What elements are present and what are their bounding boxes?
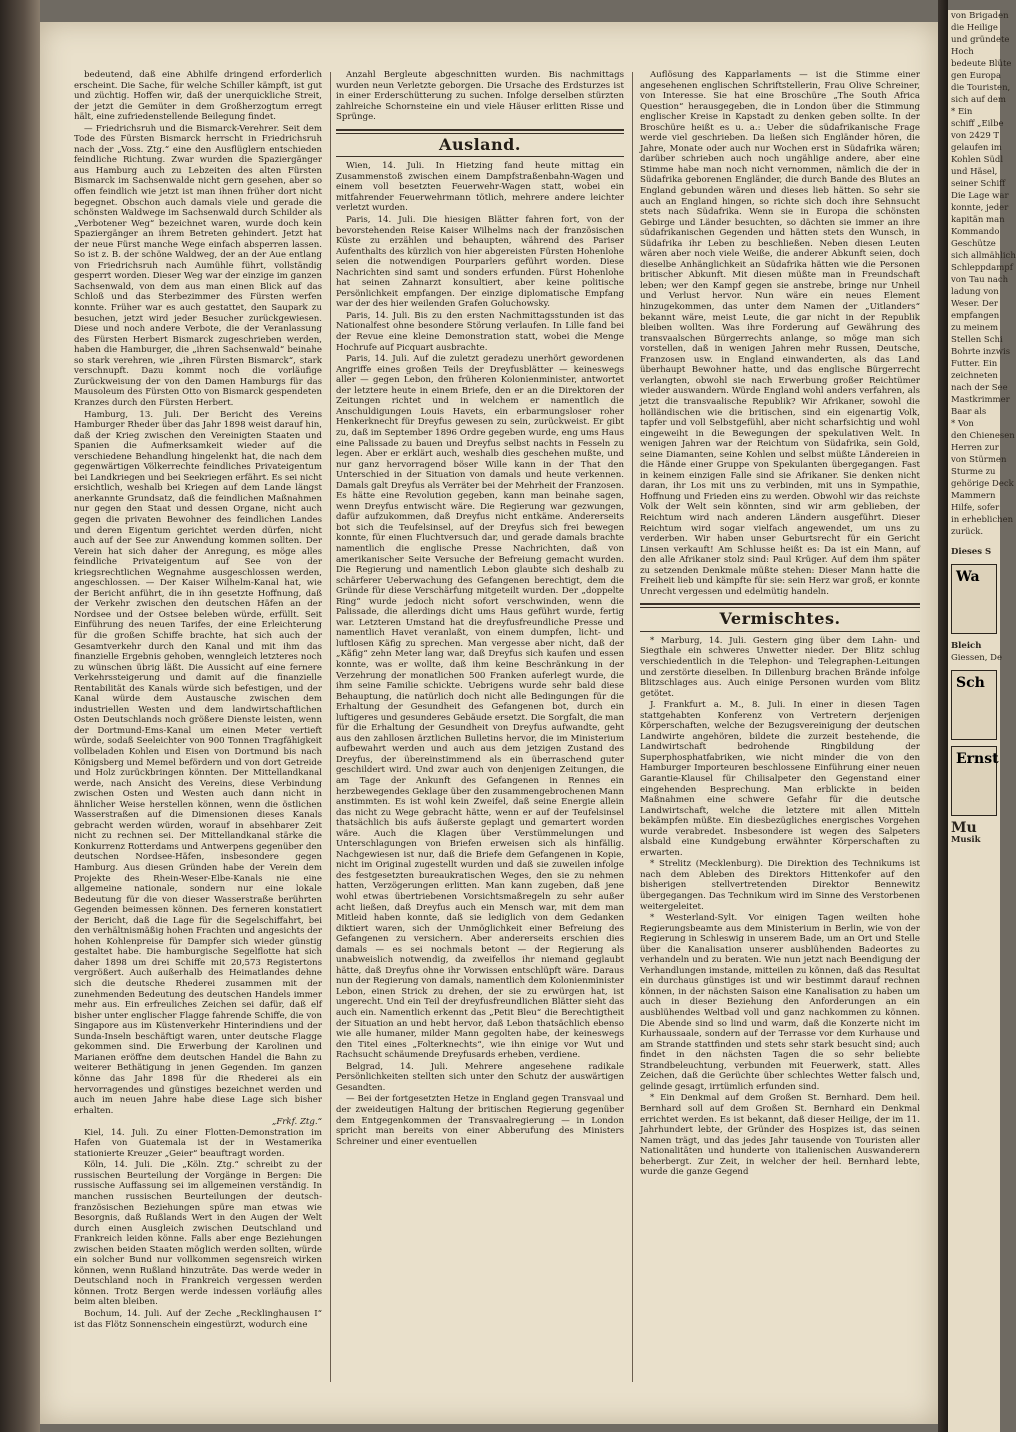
adjacent-page-line: zeichneten bbox=[951, 371, 998, 381]
adjacent-page-line: von Tau nach bbox=[951, 275, 1009, 285]
adjacent-page-line: bedeute Blüte bbox=[951, 59, 1012, 69]
adjacent-page-line: Baar als bbox=[951, 407, 987, 417]
adjacent-page-line: kapitän man bbox=[951, 215, 1005, 225]
adjacent-page-line: gen Europa bbox=[951, 71, 1002, 81]
adjacent-page-line: und gründete bbox=[951, 35, 1010, 45]
section-title-ausland: Ausland. bbox=[439, 134, 521, 154]
ad-box bbox=[951, 564, 997, 634]
adjacent-page-line: gehörige Deck bbox=[951, 479, 1014, 489]
ad-fragment: Wa bbox=[956, 569, 980, 585]
adjacent-page-line: in erheblichen bbox=[951, 515, 1014, 525]
ad-fragment: Dieses S bbox=[951, 547, 992, 557]
ad-box bbox=[951, 670, 997, 740]
adjacent-page-line: * Ein bbox=[951, 107, 973, 117]
ad-fragment: Bleich bbox=[951, 641, 982, 651]
adjacent-page-line: Weser. Der bbox=[951, 299, 998, 309]
article-strelitz: * Strelitz (Mecklenburg). Die Direktion des Technikums ist nach dem Ableben des Direktors Hittenkofer auf den bisherigen stellvertretenden Direktor Bennewitz übergegangen. Das Technikum wird im Sinne des Verstorbenen weitergeleitet. bbox=[640, 859, 920, 912]
section-divider bbox=[640, 603, 920, 608]
article-frankfurt: J. Frankfurt a. M., 8. Juli. In einer in diesen Tagen stattgehabten Konferenz von Vertretern derjenigen Körperschaften, welche der Bezugsvereinigung der deutschen Landwirte angehören, bildete die zurzeit bestehende, die Landwirtschaft bedrohende Ringbildung der Superphosphatfabriken, wie nicht minder die von den Hamburger Importeuren beschlossene Einführung einer neuen Garantie-Klausel für Chilisalpeter den Gegenstand einer eingehenden Besprechung. Man erblickte in beiden Maßnahmen eine schwere Gefahr für die deutsche Landwirtschaft, welche die letztere mit allen Mitteln bekämpfen müßte. Ein diesbezügliches energisches Vorgehen wurde verabredet. Insbesondere ist wegen des Salpeters alsbald eine Kundgebung erwähnter Körperschaften zu erwarten. bbox=[640, 700, 920, 858]
adjacent-page-line: Bohrte inzwis bbox=[951, 347, 1011, 357]
page-gutter bbox=[938, 0, 948, 1432]
adjacent-page-line: die Touristen, bbox=[951, 83, 1011, 93]
adjacent-page-line: Geschütze bbox=[951, 239, 996, 249]
adjacent-page-line: zu meinem bbox=[951, 323, 999, 333]
adjacent-page-line: Stellen Schi bbox=[951, 335, 1003, 345]
article-friedrichsruh: — Friedrichsruh und die Bismarck-Verehrer. Seit dem Tode des Fürsten Bismarck herrscht in Friedrichsruh nach der „Voss. Ztg.“ eine den Ausflüglern entschieden feindliche Richtung. Zwar wurden die Spaziergänger aus Hamburg auch zu Lebzeiten des alten Fürsten Bismarck im Sachsenwalde nicht gern gesehen, aber so offen feindlich wie jetzt ist man ihnen früher dort nicht begegnet. Obschon auch damals viele und gerade die schönsten Waldwege im Sachsenwald durch Schilder als „Verbotener Weg“ bezeichnet waren, wurde doch kein Spaziergänger an ihrem Betreten gehindert. Jetzt hat der neue Fürst manche Wege einfach absperren lassen. So ist z. B. der schöne Waldweg, der an der Aue entlang von Friedrichsruh nach Aumühle führt, vollständig gesperrt worden. Dieser Weg war der einzige im ganzen Sachsenwald, von dem aus man einen Blick auf das Schloß und das Sterbezimmer des Fürsten werfen konnte. Früher war es auch gestattet, den Saupark zu besuchen, jetzt wird jeder Besucher zurückgewiesen. Diese und noch andere Verbote, die der Veranlassung des Fürsten Herbert Bismarck zugeschrieben werden, haben die Hamburger, die „ihren Sachsenwald“ beinahe so stark verehren, wie „ihren Fürsten Bismarck“, stark verschnupft. Dazu kommt noch die vorläufige Zurückweisung der von den Damen Hamburgs für das Mausoleum des Fürsten Otto von Bismarck gespendeten Kranzes durch den Fürsten Herbert. bbox=[74, 123, 322, 408]
adjacent-page-line: nach der See bbox=[951, 383, 1008, 393]
article-hamburg: Hamburg, 13. Juli. Der Bericht des Vereins Hamburger Rheder über das Jahr 1898 weist darauf hin, daß der Krieg zwischen den Vereinigten Staaten und Spanien die Aufmerksamkeit wieder auf die verschiedene Behandlung hingelenkt hat, die nach dem gegenwärtigen Völkerrechte feindliches Privateigentum bei Landkriegen und bei Seekriegen erfährt. Es sei nicht ersichtlich, weshalb bei Kriegen auf dem Lande längst anerkannte Grundsatz, daß die feindlichen Maßnahmen nur gegen den Staat und dessen Organe, nicht auch gegen die privaten Bewohner des feindlichen Landes und deren Eigentum gerichtet werden dürfen, nicht auch auf der See zur Anwendung kommen sollten. Der Verein hat sich daher der Anregung, es möge alles feindliche Privateigentum auf See von der kriegsrechtlichen Wegnahme ausgeschlossen werden, angeschlossen. — Der Kaiser Wilhelm-Kanal hat, wie der Bericht anführt, die in ihn gesetzte Hoffnung, daß der Verkehr zwischen den deutschen Häfen an der Nordsee und der Ostsee beleben würde, erfüllt. Seit Einführung des neuen Tarifes, der eine Erleichterung für die großen Schiffe brachte, hat sich auch der Gesamtverkehr durch den Kanal und mit ihm das finanzielle Ergebnis gehoben, wenngleich letzteres noch zu wünschen übrig läßt. Die Aussicht auf eine fernere Verkehrssteigerung und damit auf die finanzielle Rentabilität des Kanals würde sich befestigen, und der Kanal würde dem Austausche zwischen dem industriellen Westen und dem landwirtschaftlichen Osten Deutschlands noch größere Dienste leisten, wenn der Dortmund-Ems-Kanal um einen Meter vertieft würde, sodaß Seeleichter von 900 Tonnen Tragfähigkeit vollbeladen Kohlen und Eisen von Dortmund bis nach Königsberg und Memel befördern und von dort Getreide und Holz zurückbringen könnten. Der Mittellandkanal werde, nach Ansicht des Vereins, diese Verbindung zwischen Osten und Westen auch dann nicht in ähnlicher Weise herstellen können, wenn die östlichen Wasserstraßen auf die Dimensionen dieses Kanals gebracht werden würden, worauf in absehbarer Zeit nicht zu rechnen sei. Der Mittellandkanal stärke die Konkurrenz Rotterdams und Antwerpens gegenüber den deutschen Nordsee-Häfen, insbesondere gegen Hamburg. Aus diesen Gründen habe der Verein dem Projekte des Rhein-Weser-Elbe-Kanals nie eine allgemeine nationale, sondern nur eine lokale Bedeutung für die von dieser Wasserstraße berührten Gegenden beimessen können. Des ferneren konstatiert der Bericht, daß die Lage für die Segelschiffahrt, bei den verhältnismäßig hohen Frachten und angesichts der hohen Kohlenpreise für Dampfer sich wieder günstig gestaltet habe. Die hamburgische Segelflotte hat sich daher 1898 um drei Schiffe mit 20,573 Registertons vergrößert. Auch außerhalb des Heimatlandes dehne sich die deutsche Rhederei zusammen mit der zunehmenden Bedeutung des deutschen Handels immer mehr aus. Ein erfreuliches Zeichen sei dafür, daß elf bisher unter englischer Flagge fahrende Schiffe, die von Singapore aus im Küstenverkehr Hinterindiens und der Sunda-Inseln beschäftigt waren, unter deutsche Flagge gekommen sind. Die Erwerbung der Karolinen und Marianen eröffne dem deutschen Handel die Bahn zu weiterer Bethätigung in jenen Gegenden. Im ganzen könne das Jahr 1898 für die Rhederei als ein hervorragendes und günstiges bezeichnet werden und auch im neuen Jahre habe diese Lage sich bisher erhalten. bbox=[74, 409, 322, 1116]
adjacent-page-line: Hilfe, sofer bbox=[951, 503, 1000, 513]
adjacent-page-line: Kommando bbox=[951, 227, 1000, 237]
adjacent-page-line: Futter. Ein bbox=[951, 359, 998, 369]
article-wien: Wien, 14. Juli. In Hietzing fand heute mittag ein Zusammenstoß zwischen einem Dampfstraßenbahn-Wagen und einem voll besetzten Feuerwehr-Wagen statt, wobei ein mitfahrender Feuerwehrmann tötlich, mehrere andere leichter verletzt wurden. bbox=[336, 161, 624, 214]
adjacent-page-line: ladung von bbox=[951, 287, 999, 297]
adjacent-page-line: sich auf dem bbox=[951, 95, 1006, 105]
ad-fragment: Ernst bbox=[956, 751, 999, 767]
adjacent-page-line: den Chienesen bbox=[951, 431, 1015, 441]
column-rule bbox=[330, 72, 331, 1382]
adjacent-page-line: die Heilige bbox=[951, 23, 998, 33]
article-marburg: * Marburg, 14. Juli. Gestern ging über dem Lahn- und Siegthale ein schweres Unwetter nieder. Der Blitz schlug verschiedentlich in die Telephon- und Telegraphen-Leitungen und zerstörte dieselben. In Dillenburg brachen Brände infolge Blitzschlages aus. Auch einige Personen wurden vom Blitz getötet. bbox=[640, 635, 920, 699]
adjacent-page-text bbox=[948, 10, 1016, 538]
adjacent-page-line: Mastkrimmer bbox=[951, 395, 1010, 405]
adjacent-page-line: zurück. bbox=[951, 527, 984, 537]
adjacent-page-line: empfangen bbox=[951, 311, 1000, 321]
adjacent-page-line: gelaufen im bbox=[951, 143, 1002, 153]
ad-fragment: Giessen, De bbox=[951, 653, 1003, 663]
ad-fragment: Mu bbox=[951, 820, 977, 836]
article-england: — Bei der fortgesetzten Hetze in England gegen Transvaal und der zweideutigen Haltung der britischen Regierung gegenüber dem Entgegenkommen der Transvaalregierung — in London spricht man bereits von einer Abberufung des Ministers Schreiner und einer eventuellen bbox=[336, 1094, 624, 1147]
adjacent-page-line: Schleppdampf bbox=[951, 263, 1013, 273]
section-divider bbox=[640, 631, 920, 632]
article-belgrad: Belgrad, 14. Juli. Mehrere angesehene radikale Persönlichkeiten stellten sich unter den Schutz der auswärtigen Gesandten. bbox=[336, 1061, 624, 1093]
adjacent-page-line: schiff „Eilbe bbox=[951, 119, 1004, 129]
article-paragraph: Anzahl Bergleute abgeschnitten wurden. Bis nachmittags wurden neun Verletzte geborgen. Die Ursache des Erdsturzes ist in einer Erderschütterung zu suchen. Infolge derselben stürzten zahlreiche Schornsteine ein und viele Häuser erlitten Risse und Sprünge. bbox=[336, 70, 624, 123]
adjacent-page-line: Sturme zu bbox=[951, 467, 996, 477]
adjacent-page-line: Herren zur bbox=[951, 443, 999, 453]
adjacent-page-line: und Häsel, bbox=[951, 167, 998, 177]
column-rule bbox=[632, 72, 633, 1382]
article-paris-1: Paris, 14. Juli. Die hiesigen Blätter fahren fort, von der bevorstehenden Reise Kaiser Wilhelms nach der französischen Küste zu erzählen und behaupten, während des Pariser Aufenthalts des kürzlich von hier abgereisten Fürsten Hohenlohe seien die notwendigen Pourparlers geführt worden. Diese Nachrichten sind samt und sonders erfunden. Fürst Hohenlohe hat seinen Zahnarzt konsultiert, aber keine politische Persönlichkeit empfangen. Der einzige diplomatische Empfang war der des hier weilenden Grafen Goluchowsky. bbox=[336, 215, 624, 310]
article-koeln: Köln, 14. Juli. Die „Köln. Ztg.“ schreibt zu der russischen Beurteilung der Vorgänge in Bergen: Die russische Auffassung sei im allgemeinen verständig. In manchen russischen Beurteilungen der deutsch-französischen Beziehungen spüre man etwas wie Besorgnis, daß Rußlands Wert in den Augen der Welt durch einen Ausgleich zwischen Deutschland und Frankreich leiden könne. Falls aber enge Beziehungen zwischen beiden Staaten möglich werden sollten, würde ein solcher Bund nur vollkommen segensreich wirken können, wenn Rußland hinzuträte. Das werde weder in Deutschland noch in Frankreich vergessen werden können. Trotz Bergen werde indessen vorläufig alles beim alten bleiben. bbox=[74, 1160, 322, 1308]
section-title-vermischtes: Vermischtes. bbox=[719, 609, 841, 629]
adjacent-page-line: Mammern bbox=[951, 491, 996, 501]
column-1 bbox=[74, 70, 322, 1390]
column-2 bbox=[336, 70, 624, 1390]
article-kiel: Kiel, 14. Juli. Zu einer Flotten-Demonstration im Hafen von Guatemala ist der in Westamerika stationierte Kreuzer „Geier“ beauftragt worden. bbox=[74, 1127, 322, 1159]
article-paragraph: bedeutend, daß eine Abhilfe dringend erforderlich erscheint. Die Sache, für welche Schiller kämpft, ist gut und züchtig. Hoffen wir, daß der unerquickliche Streit, der jetzt die Gemüter in dem Großherzogtum erregt hält, eine zufriedenstellende Beilegung findet. bbox=[74, 70, 322, 123]
adjacent-page-line: seiner Schiff bbox=[951, 179, 1006, 189]
adjacent-page-line: Hoch bbox=[951, 47, 974, 57]
book-spine bbox=[0, 0, 40, 1432]
adjacent-page-line: konnte, jeder bbox=[951, 203, 1009, 213]
article-transvaal: Auflösung des Kapparlaments — ist die Stimme einer angesehenen englischen Schriftstellerin, Frau Olive Schreiner, von Interesse. Sie hat eine Broschüre „The South Africa Question“ herausgegeben, die in London über die Stimmung englischer Kreise in Kapstadt zu denken geben sollte. In der Broschüre heißt es u. a.: Ueber die südafrikanische Frage werde viel geschrieben. Da ließen sich Engländer hören, die Jahre, Monate oder auch nur Wochen erst in Südafrika wären; darüber schrieben auch noch ungählige andere, aber eine Stimme habe man noch nicht vernommen, nämlich die der in Südafrika geborenen Engländer, die durch Bande des Blutes an England gebunden wären und dieses lieb hätten. So sehr sie auch an England hingen, so richte sich doch ihre Sehnsucht stets nach Südafrika. Wenn sie in Europa die schönsten Gebirge und Länder besuchten, so dächten sie immer an ihre südafrikanischen Gegenden und hätten stets den Wunsch, in Südafrika ihr Leben zu beschließen. Neben diesen Leuten wären aber noch viele Weiße, die anderer Abkunft seien, doch dieselbe Anhänglichkeit an Südafrika hätten wie die Personen britischer Abkunft. Mit diesen müßte man in Freundschaft leben; wer den Kampf gegen sie anstrebe, bringe nur Unheil und Verlust hervor. Nun wäre ein neues Element hinzugekommen, das unter dem Namen der „Uitlanders“ bekannt wäre, meist Leute, die gar nicht in der Republik bleiben wollten. Was ihre Forderung auf Gewährung des transvaalschen Bürgerrechts anlange, so möge man sich vorstellen, daß in wenigen Jahren mehr Russen, Deutsche, Franzosen usw. in England einwanderten, als das Land überhaupt Bewohner hatte, und das englische Bürgerrecht verlangten, obwohl sie nach Erwerbung großer Reichtümer wieder auswandern. Würde England wohl anders verfahren, als jetzt die transvaalische Republik? Wir Afrikaner, sowohl die holländischen wie die britischen, sind ein eigenartig Volk, tapfer und voll Selbstgefühl, aber nicht scharfsichtig und wohl eingeweiht in die Bewegungen der spekulativen Welt. In wenigen Jahren war der Reichtum von Südafrika, sein Gold, seine Diamanten, seine Kohlen und selbst müßte Ländereien in die Hände einer Gruppe von Spekulanten übergegangen. Fast in keinem einzigen Falle sind sie Afrikaner. Sie denken nicht daran, ihr Los mit uns zu verbinden, mit uns in Sympathie, Hoffnung und Frieden eins zu werden. Obwohl wir das reichste Volk der Welt sein könnten, sind wir arm geblieben, der Reichtum wird nach anderen Ländern ausgeführt. Dieser Reichtum wird sogar vielfach angewendet, um uns zu verderben. Wir haben unser Geburtsrecht für ein Gericht Linsen verkauft! Am Schlusse heißt es: Da ist ein Mann, auf den alle Afrikaner stolz sind: Paul Krüger. Auf dem ihm später zu setzenden Denkmale müßte stehen: Dieser Mann hatte die Freiheit lieb und kämpfte für sie: sein Herz war groß, er konnte Unrecht vergessen und edelmütig handeln. bbox=[640, 70, 920, 597]
article-bernhard: * Ein Denkmal auf dem Großen St. Bernhard. Dem heil. Bernhard soll auf dem Großen St. Bernhard ein Denkmal errichtet werden. Es ist bekannt, daß dieser Heilige, der im 11. Jahrhundert lebte, der Gründer des Hospizes ist, das seinen Namen trägt, und das jedes Jahr tausende von Touristen aller Nationalitäten und hunderte von italienischen Auswanderern beherbergt. Zur Zeit, in welcher der heil. Bernhard lebte, wurde die ganze Gegend bbox=[640, 1093, 920, 1178]
adjacent-page-line: von Brigaden bbox=[951, 11, 1009, 21]
ad-fragment: Sch bbox=[956, 675, 985, 691]
adjacent-page-line: von 2429 T bbox=[951, 131, 1000, 141]
adjacent-page-line: Kohlen Südl bbox=[951, 155, 1004, 165]
adjacent-page-edge bbox=[948, 10, 1016, 1432]
adjacent-page-line: sich allmählich bbox=[951, 251, 1016, 261]
section-divider bbox=[336, 156, 624, 157]
column-3 bbox=[640, 70, 920, 1390]
section-divider bbox=[336, 129, 624, 134]
article-westerland: * Westerland-Sylt. Vor einigen Tagen weilten hohe Regierungsbeamte aus dem Ministerium in Berlin, wie von der Regierung in Schleswig in unserem Bade, um an Ort und Stelle über die Kanalisation unserer ausblühenden Badeortes zu verhandeln und zu beraten. Wie nun jetzt nach Beendigung der Verhandlungen imstande, mitteilen zu können, daß das Resultat ein durchaus günstiges ist und wir bestimmt darauf rechnen können, in der nächsten Saison eine Kanalisation zu haben um auch in dieser Beziehung den Anforderungen an ein ausblühendes Weltbad voll und ganz nachkommen zu können. Die Abende sind so lind und warm, daß die Konzerte nicht im Kurhaussaale, sondern auf der Terrasse vor dem Kurhause und am Strande stattfinden und stets sehr stark besucht sind; auch findet in den nächsten Tagen die so sehr beliebte Strandbeleuchtung, verbunden mit Feuerwerk, statt. Alles Zeichen, daß die Gerüchte über schlechtes Wetter falsch und, gelinde gesagt, irrtümlich erfunden sind. bbox=[640, 913, 920, 1092]
adjacent-page-line: * Von bbox=[951, 419, 974, 429]
source-attribution: „Frkf. Ztg.“ bbox=[271, 1117, 322, 1128]
article-bochum: Bochum, 14. Juli. Auf der Zeche „Recklinghausen I“ ist das Flötz Sonnenschein eingestürzt, wodurch eine bbox=[74, 1308, 322, 1330]
article-paris-3: Paris, 14. Juli. Auf die zuletzt geradezu unerhört gewordenen Angriffe eines großen Teils der Dreyfusblätter — keineswegs aller — gegen Lebon, den früheren Kolonienminister, antwortet der letztere heute in einem Briefe, den er an die Direktoren der Zeitungen richtet und in welchem er namentlich die Anschuldigungen Louis Havets, ein erbarmungsloser roher Henkerknecht für Dreyfus gewesen zu sein, zurückweist. Er gibt zu, daß im September 1896 Ordre gegeben wurde, eng ums Haus eine Palissade zu bauen und Dreyfus selbst nachts in Fesseln zu legen. Aber er erklärt auch, weshalb dies geschehen mußte, und nur ganz hervorragend böser Wille kann in der That den Unterschied in der Situation von damals und heute verkennen. Damals galt Dreyfus als Verräter bei der Mehrheit der Franzosen. Es hätte eine Revolution gegeben, kann man beinahe sagen, wenn Dreyfus entwischt wäre. Die Regierung war gezwungen, dafür aufzukommen, daß Dreyfus nicht entkäme. Andererseits bot sich die Teufelsinsel, auf der Dreyfus sich frei bewegen konnte, für einen Fluchtversuch dar, und gerade damals brachte namentlich die englische Presse Nachrichten, daß von amerikanischer Seite Versuche der Befreiung gemacht wurden. Die Regierung und namentlich Lebon glaubte sich deshalb zu schärferer Ueberwachung des Gefangenen berechtigt, dem die Gründe für diese Verschärfung mitgeteilt wurden. Der „doppelte Ring“ wurde jedoch nicht sofort verschwinden, wenn die Palissade, die allerdings dicht ums Haus geführt wurde, fertig war. Letzteren Umstand hat die dreyfusfreundliche Presse und namentlich Havet veranlaßt, von einem dumpfen, licht- und luftlosen Käfig zu sprechen. Man vergesse aber nicht, daß der „Käfig“ zehn Meter lang war, daß Dreyfus sich kaufen und essen konnte, was er wollte, daß ihm keine Beschränkung in der Verzehrung der monatlichen 500 Franken auferlegt wurde, die ihm seine Familie schickte. Uebrigens wurde sehr bald diese Behauptung, die natürlich doch nicht alle Bedingungen für die Erhaltung der Gesundheit des Gefangenen bot, durch ein luftigeres und gesunderes Gebäude ersetzt. Die Sorgfalt, die man für die Erhaltung der Gesundheit von Dreyfus aufwandte, geht aus den zahllosen ärztlichen Bulletins hervor, die im Ministerium aufbewahrt werden und auch aus dem jetzigen Zustand des Dreyfus, der übereinstimmend als ein überraschend guter geschildert wird. Und zwar auch von denjenigen Zeitungen, die am Tage der Ankunft des Gefangenen in Rennes ein herzbewegendes Geklage über den zusammengebrochenen Mann anstimmten. Es ist wohl kein Zweifel, daß seine Energie allein das nicht zu Wege gebracht hätte, wenn er auf der Teufelsinsel thatsächlich bis aufs äußerste geplagt und gemartert worden wäre. Auch die Klagen über Verstümmelungen und Unterschlagungen von Briefen erweisen sich als hinfällig. Nachgewiesen ist nur, daß die Briefe dem Gefangenen in Kopie, nicht im Original zugestellt wurden und daß sie zuweilen infolge des festgesetzten bureaukratischen Weges, den sie zu nehmen hatten, Verzögerungen erlitten. Man kann zugeben, daß jene wohl etwas übertriebenen Vorsichtsmaßregeln zu sehr außer acht ließen, daß Dreyfus auch ein Mensch war, mit dem man Mitleid haben konnte, daß sie lediglich von dem Gedanken diktiert waren, sich der Unmöglichkeit einer Befreiung des Gefangenen zu versichern. Aber andererseits erschien dies damals — es sei nochmals betont — der Regierung als unabweislich notwendig, da zweifellos ihr niemand geglaubt hätte, daß Dreyfus ohne ihr Vorwissen entschlüpft wäre. Daraus nun der Regierung von damals, namentlich dem Kolonienminister Lebon, einen Strick zu drehen, der sie zu erwürgen hat, ist ungerecht. Und ein Teil der dreyfusfreundlichen Blätter sieht das auch ein. Namentlich erkennt das „Petit Bleu“ die Berechtigtheit der Situation an und hebt hervor, daß Lebon thatsächlich ebenso wie alle humaner, milder Mann gegolten habe, der keineswegs den Titel eines „Folterknechts“, wie ihn einige vor Wut und Rachsucht schäumende Dreyfusards erheben, verdiene. bbox=[336, 354, 624, 1061]
article-paris-2: Paris, 14. Juli. Bis zu den ersten Nachmittagsstunden ist das Nationalfest ohne besondere Störung verlaufen. In Lille fand bei der Revue eine kleine Demonstration statt, wobei die Menge Hochrufe auf Picquart ausbrachte. bbox=[336, 310, 624, 353]
adjacent-page-line: von Stürmen bbox=[951, 455, 1007, 465]
ad-fragment: Musik bbox=[951, 835, 981, 845]
adjacent-page-line: Die Lage war bbox=[951, 191, 1009, 201]
ad-box bbox=[951, 746, 997, 816]
